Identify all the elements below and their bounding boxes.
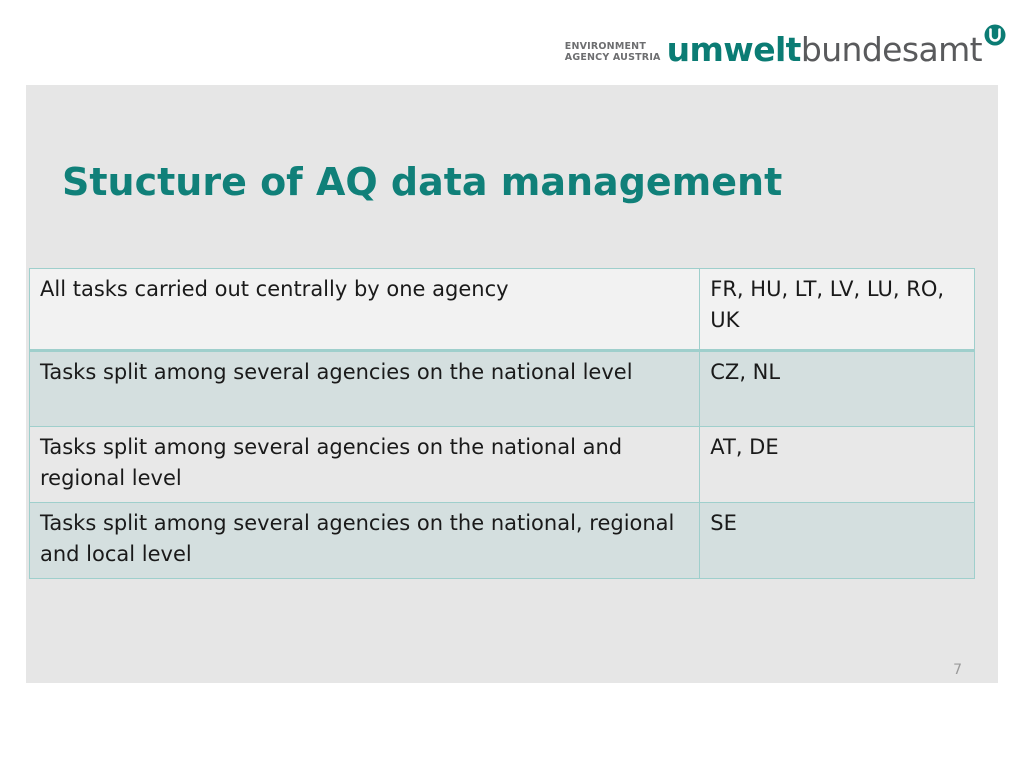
countries-cell: FR, HU, LT, LV, LU, RO, UK — [700, 269, 975, 351]
table-row — [30, 269, 975, 351]
countries-cell: SE — [700, 503, 975, 579]
table-row — [30, 351, 975, 427]
data-management-table — [29, 268, 975, 579]
agency-logo — [565, 22, 1006, 72]
logo-subtitle-line1: ENVIRONMENT — [564, 41, 647, 52]
slide-panel — [26, 85, 998, 683]
logo-wordmark — [667, 32, 982, 68]
logo-subtitle-line2: AGENCY AUSTRIA — [564, 52, 661, 63]
logo-subtitle — [565, 41, 661, 63]
table-row — [30, 427, 975, 503]
slide-title: Stucture of AQ data management — [62, 160, 783, 204]
logo-mark-icon — [984, 24, 1006, 46]
task-cell: All tasks carried out centrally by one agency — [30, 269, 700, 351]
task-cell: Tasks split among several agencies on the national, regional and local level — [30, 503, 700, 579]
countries-cell: CZ, NL — [700, 351, 975, 427]
task-cell: Tasks split among several agencies on the national level — [30, 351, 700, 427]
slide-number: 7 — [953, 662, 962, 678]
logo-wordmark-bundesamt: bundesamt — [800, 30, 982, 69]
task-cell: Tasks split among several agencies on the national and regional level — [30, 427, 700, 503]
countries-cell: AT, DE — [700, 427, 975, 503]
logo-wordmark-umwelt: umwelt — [666, 30, 801, 69]
table-row — [30, 503, 975, 579]
